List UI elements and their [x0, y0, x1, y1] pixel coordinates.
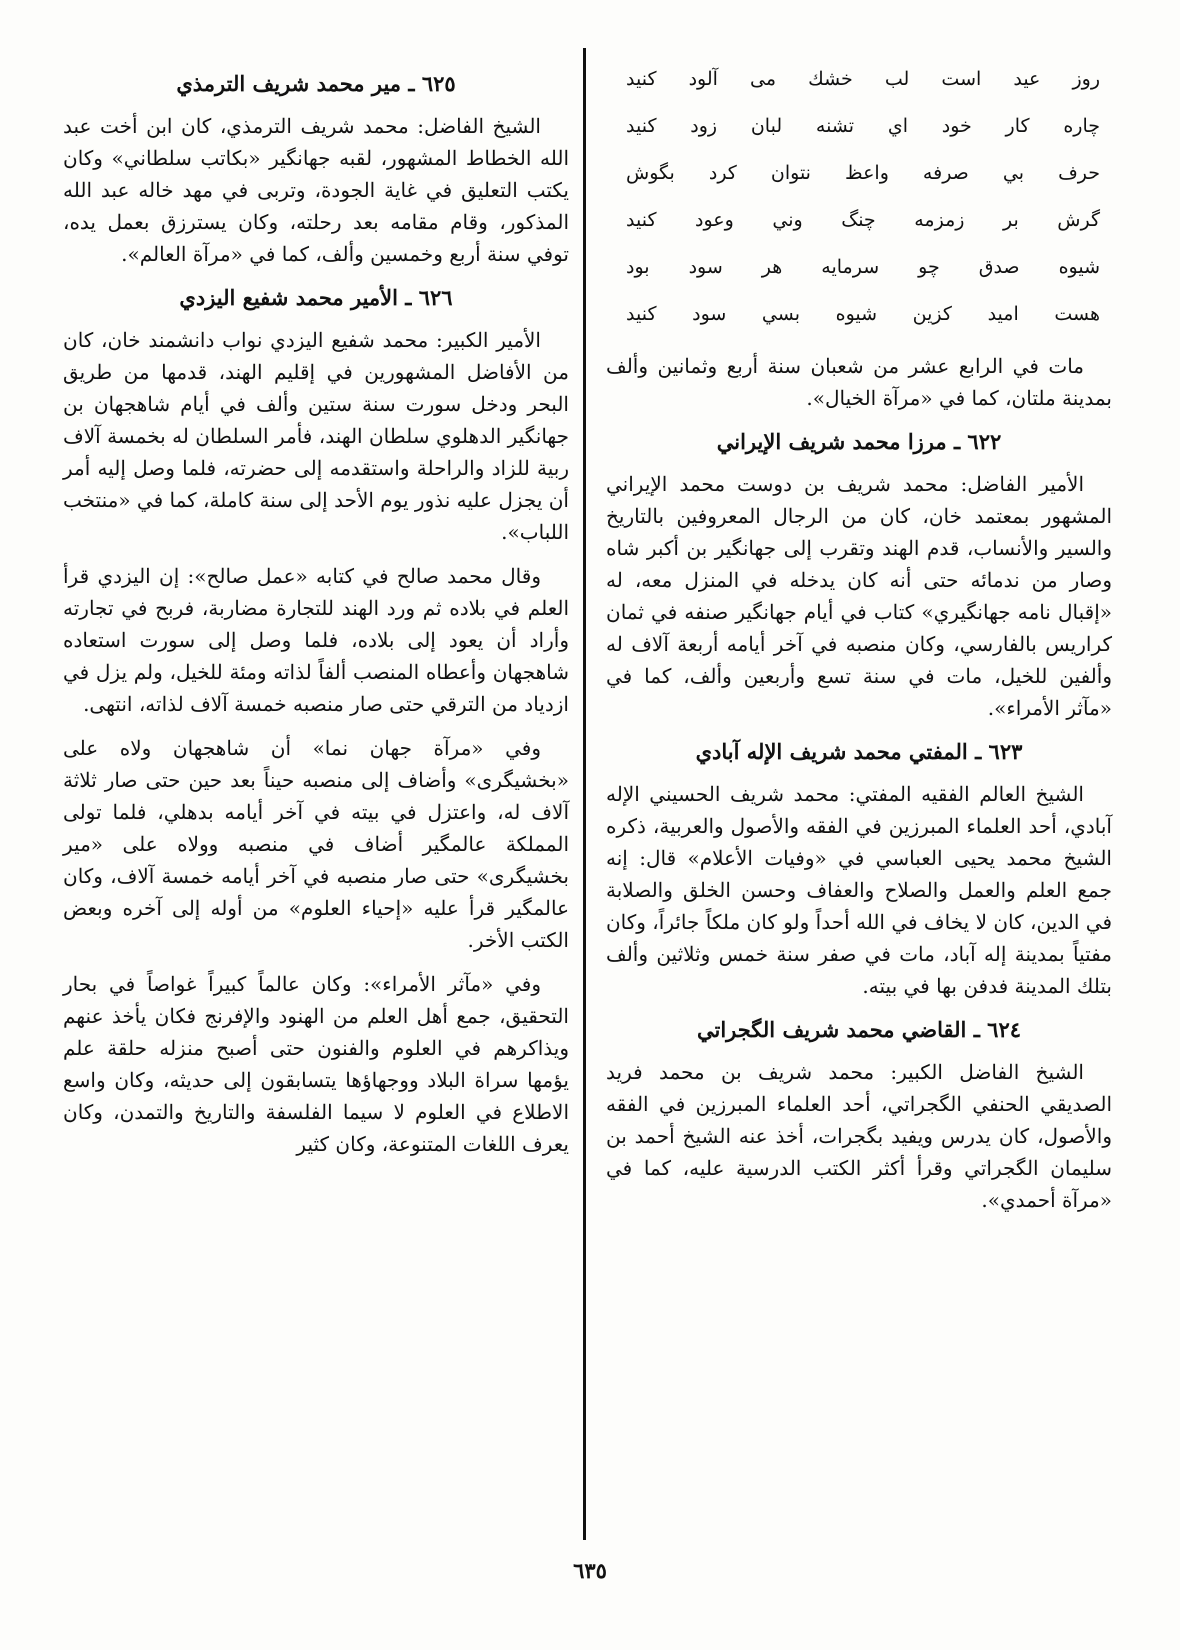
- paragraph: الشيخ الفاضل: محمد شريف الترمذي، كان ابن أخت عبد الله الخطاط المشهور، لقبه جهانگير «بكاتب سلطاني» وكان يكتب التعليق في غاية الجودة، وتربى في مهد خاله عبد الله المذكور، وقام مقامه بعد رحلته، وكان يسترزق بعمل يده، توفي سنة أربع وخمسين وألف، كما في «مرآة العالم».: [63, 114, 569, 266]
- paragraph: مات في الرابع عشر من شعبان سنة أربع وثمانين وألف بمدينة ملتان، كما في «مرآة الخيال».: [606, 354, 1112, 410]
- entry-622: [606, 426, 1112, 724]
- paragraph: الشيخ الفاضل الكبير: محمد شريف بن محمد فريد الصديقي الحنفي الگجراتي، أحد العلماء المبرزين في الفقه والأصول، كان يدرس ويفيد بگجرات، أخذ عنه الشيخ أحمد بن سليمان الگجراتي وقرأ أكثر الكتب الدرسية عليه، كما في «مرآة أحمدي».: [606, 1060, 1112, 1212]
- column-divider: [583, 48, 586, 1540]
- entry-heading: ٦٢٥ ـ مير محمد شريف الترمذي: [176, 71, 456, 96]
- entry-623: [606, 736, 1112, 1002]
- entry-heading: ٦٢٦ ـ الأمير محمد شفيع اليزدي: [179, 285, 453, 310]
- entry-625: [63, 68, 569, 270]
- persian-poem: [606, 68, 1112, 326]
- paragraph: وفي «مرآة جهان نما» أن شاهجهان ولاه على «بخشيگرى» وأضاف إلى منصبه حيناً بعد حين حتى صار ثلاثة آلاف له، واعتزل في بيته في آخر أيامه بدهلي، فلما تولى المملكة عالمگير أضاف في منصبه وولاه على «مير بخشيگرى» حتى صار منصبه في آخر أيامه خمسة آلاف، وكان عالمگير قرأ عليه «إحياء العلوم» من أوله إلى آخره وبعض الكتب الأخر.: [63, 736, 569, 952]
- entry-heading: ٦٢٤ ـ القاضي محمد شريف الگجراتي: [696, 1017, 1022, 1042]
- entry-heading: ٦٢٣ ـ المفتي محمد شريف الإله آبادي: [695, 739, 1023, 764]
- page-number: ٦٣٥: [573, 1558, 607, 1583]
- poem-line: هست اميد كزين شيوه بسي سود كنيد: [626, 303, 1100, 325]
- entry-626: [63, 282, 569, 1160]
- poem-line: گرش بر زمزمه چنگ وني وعود كنيد: [626, 209, 1100, 231]
- paragraph: الأمير الفاضل: محمد شريف بن دوست محمد الإيراني المشهور بمعتمد خان، كان من الرجال المعروفين بالتاريخ والسير والأنساب، قدم الهند وتقرب إلى جهانگير بن أكبر شاه وصار من ندمائه حتى أنه كان يدخله في المنزل معه، له «إقبال نامه جهانگيري» كتاب في أيام جهانگير صنفه في ثمان كراريس بالفارسي، وكان منصبه في آخر أيامه أربعة آلاف له وألفين للخيل، مات في سنة تسع وأربعين وألف، كما في «مآثر الأمراء».: [606, 472, 1112, 720]
- right-column: [606, 56, 1112, 1228]
- poem-line: حرف بي صرفه واعظ نتوان كرد بگوش: [626, 162, 1100, 184]
- paragraph: الشيخ العالم الفقيه المفتي: محمد شريف الحسيني الإله آبادي، أحد العلماء المبرزين في الفقه والأصول والعربية، ذكره الشيخ محمد يحيى العباسي في «وفيات الأعلام» قال: إنه جمع العلم والعمل والصلاح والعفاف وحسن الخلق والصلابة في الدين، كان لا يخاف في الله أحداً ولو كان ملكاً جائراً، وكان مفتياً بمدينة إله آباد، مات في صفر سنة خمس وثلاثين وألف بتلك المدينة فدفن بها في بيته.: [605, 782, 1112, 998]
- paragraph: وفي «مآثر الأمراء»: وكان عالماً كبيراً غواصاً في بحار التحقيق، جمع أهل العلم من الهنود والإفرنج فكان يأخذ عنهم ويذاكرهم في العلوم والفنون حتى أصبح منزله حلقة علم يؤمها سراة البلاد ووجهاؤها يتسابقون إلى حديثه، وكان واسع الاطلاع في العلوم لا سيما الفلسفة والتاريخ والتمدن، وكان يعرف اللغات المتنوعة، وكان كثير: [63, 972, 569, 1156]
- poem-line: چاره كار خود اي تشنه لبان زود كنيد: [626, 115, 1100, 137]
- entry-624: [606, 1014, 1112, 1216]
- poem-line: شيوه صدق چو سرمايه هر سود بود: [626, 256, 1100, 278]
- paragraph: وقال محمد صالح في كتابه «عمل صالح»: إن اليزدي قرأ العلم في بلاده ثم ورد الهند للتجارة مضاربة، فربح في تجارته وأراد أن يعود إلى بلاده، فلما وصل إلى سورت استعاده شاهجهان وأعطاه المنصب ألفاً لذاته ومئة للخيل، ولم يزل في ازدياد من الترقي حتى صار منصبه خمسة آلاف لذاته، انتهى.: [63, 564, 569, 716]
- left-column: [63, 56, 569, 1172]
- paragraph: الأمير الكبير: محمد شفيع اليزدي نواب دانشمند خان، كان من الأفاضل المشهورين في إقليم الهند، قدمها من طريق البحر ودخل سورت سنة ستين وألف في أيام شاهجهان بن جهانگير الدهلوي سلطان الهند، فأمر السلطان له بخمسة آلاف ربية للزاد والراحلة واستقدمه إلى حضرته، فلما وصل إليه أمر أن يجزل عليه نذور يوم الأحد إلى سنة كاملة، كما في «منتخب اللباب».: [63, 328, 569, 544]
- entry-heading: ٦٢٢ ـ مرزا محمد شريف الإيراني: [716, 429, 1002, 454]
- poem-line: روز عيد است لب خشك مى آلود كنيد: [626, 68, 1100, 90]
